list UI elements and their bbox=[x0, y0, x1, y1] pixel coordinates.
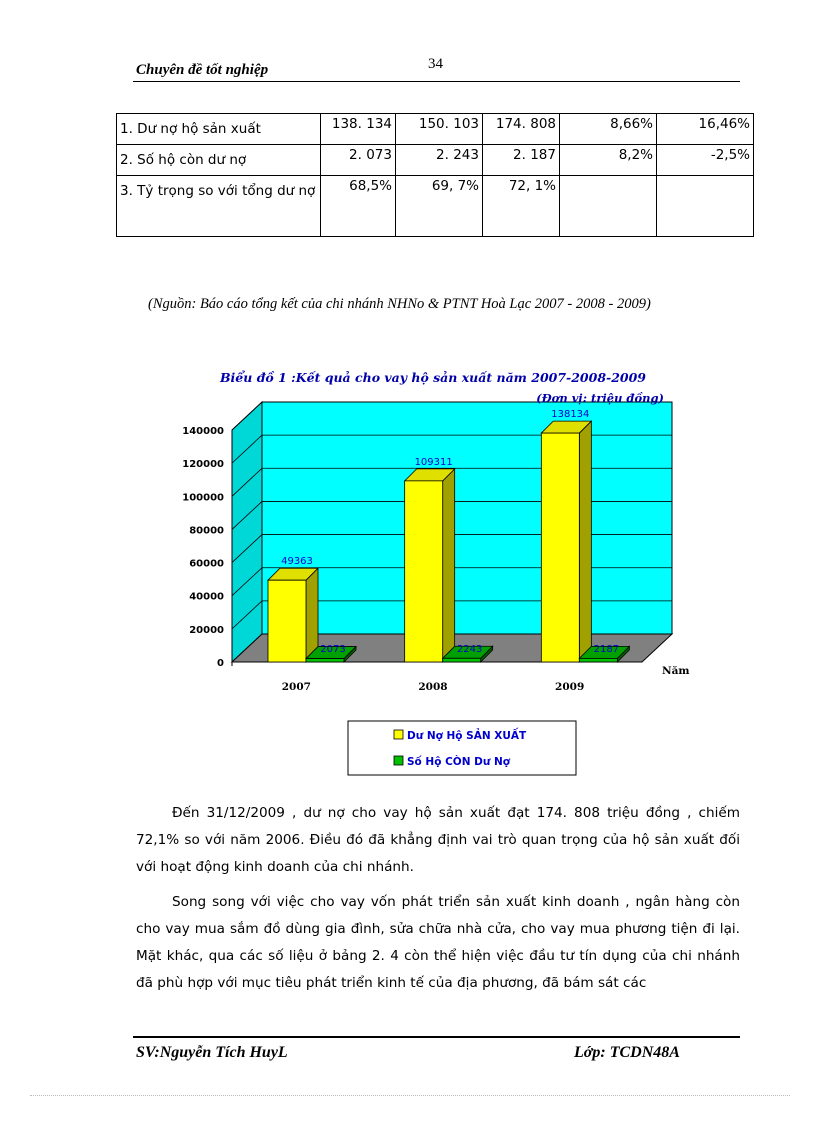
footer-student: SV:Nguyễn Tích HuyL bbox=[136, 1044, 288, 1061]
x-tick-label: 2007 bbox=[281, 681, 311, 693]
plot-side-wall bbox=[232, 402, 262, 662]
page-number: 34 bbox=[428, 56, 443, 72]
table-cell: 2. 243 bbox=[396, 145, 483, 176]
table-cell: 8,66% bbox=[560, 114, 657, 145]
table-cell: 2. 073 bbox=[321, 145, 396, 176]
table-cell: 69, 7% bbox=[396, 176, 483, 237]
data-label: 2187 bbox=[593, 644, 620, 655]
chart-subtitle: (Đơn vị: triệu đồng) bbox=[536, 391, 664, 405]
y-tick-label: 100000 bbox=[182, 492, 224, 504]
legend-entry: Số Hộ CÒN Dư Nợ bbox=[407, 756, 511, 768]
footer-class: Lớp: TCDN48A bbox=[574, 1044, 680, 1061]
data-label: 49363 bbox=[281, 556, 313, 568]
chart-title: Biểu đồ 1 :Kết quả cho vay hộ sản xuất năm 2007-2008-2009 bbox=[219, 370, 647, 385]
table-cell: 72, 1% bbox=[483, 176, 560, 237]
row-label: 3. Tỷ trọng so với tổng dư nợ bbox=[117, 176, 321, 237]
x-tick-label: 2009 bbox=[555, 681, 585, 693]
table-cell: -2,5% bbox=[657, 145, 754, 176]
data-label: 2073 bbox=[320, 644, 346, 655]
plot-back-wall bbox=[262, 402, 672, 634]
y-tick-label: 120000 bbox=[182, 459, 224, 471]
y-tick-label: 80000 bbox=[189, 525, 224, 537]
data-label: 109311 bbox=[414, 456, 453, 468]
table-cell: 68,5% bbox=[321, 176, 396, 237]
page-edge bbox=[30, 1095, 790, 1096]
y-tick-label: 40000 bbox=[189, 591, 224, 603]
y-tick-label: 0 bbox=[217, 658, 224, 669]
legend-swatch bbox=[394, 756, 403, 765]
table-cell: 150. 103 bbox=[396, 114, 483, 145]
y-tick-label: 60000 bbox=[189, 558, 224, 570]
legend-entry: Dư Nợ Hộ SẢN XUẤT bbox=[407, 730, 527, 742]
legend-swatch bbox=[394, 730, 403, 739]
table-cell: 174. 808 bbox=[483, 114, 560, 145]
paragraph: Đến 31/12/2009 , dư nợ cho vay hộ sản xuất đạt 174. 808 triệu đồng , chiếm 72,1% so với năm 2006. Điều đó đã khẳng định vai trò quan trọng của hộ sản xuất đối với hoạt động kinh doanh của chi nhánh. bbox=[136, 805, 740, 875]
table-cell: 2. 187 bbox=[483, 145, 560, 176]
data-label: 138134 bbox=[551, 409, 590, 421]
x-axis-label: Năm bbox=[662, 665, 690, 677]
table-cell: 138. 134 bbox=[321, 114, 396, 145]
data-label: 2243 bbox=[456, 644, 483, 655]
bar-primary bbox=[541, 421, 591, 662]
table-cell: 16,46% bbox=[657, 114, 754, 145]
y-tick-label: 20000 bbox=[189, 624, 224, 636]
bar-primary bbox=[268, 568, 318, 662]
y-tick-label: 140000 bbox=[182, 426, 224, 437]
row-label: 1. Dư nợ hộ sản xuất bbox=[117, 114, 321, 145]
header-title: Chuyên đề tốt nghiệp bbox=[136, 62, 269, 78]
row-label: 2. Số hộ còn dư nợ bbox=[117, 145, 321, 176]
x-tick-label: 2008 bbox=[418, 681, 448, 693]
bar-primary bbox=[405, 469, 455, 662]
footer-rule bbox=[133, 1036, 740, 1038]
paragraph: Song song với việc cho vay vốn phát triển sản xuất kinh doanh , ngân hàng còn cho vay mua sắm đồ dùng gia đình, sửa chữa nhà cửa, cho vay mua phương tiện đi lại. Mặt khác, qua các số liệu ở bảng 2. 4 còn thể hiện việc đầu tư tín dụng của chi nhánh đã phù hợp với mục tiêu phát triển kinh tế của địa phương, đã bám sát các bbox=[136, 894, 740, 991]
table-cell: 8,2% bbox=[560, 145, 657, 176]
source-note: (Nguồn: Báo cáo tổng kết của chi nhánh NHNo & PTNT Hoà Lạc 2007 - 2008 - 2009) bbox=[148, 296, 651, 312]
